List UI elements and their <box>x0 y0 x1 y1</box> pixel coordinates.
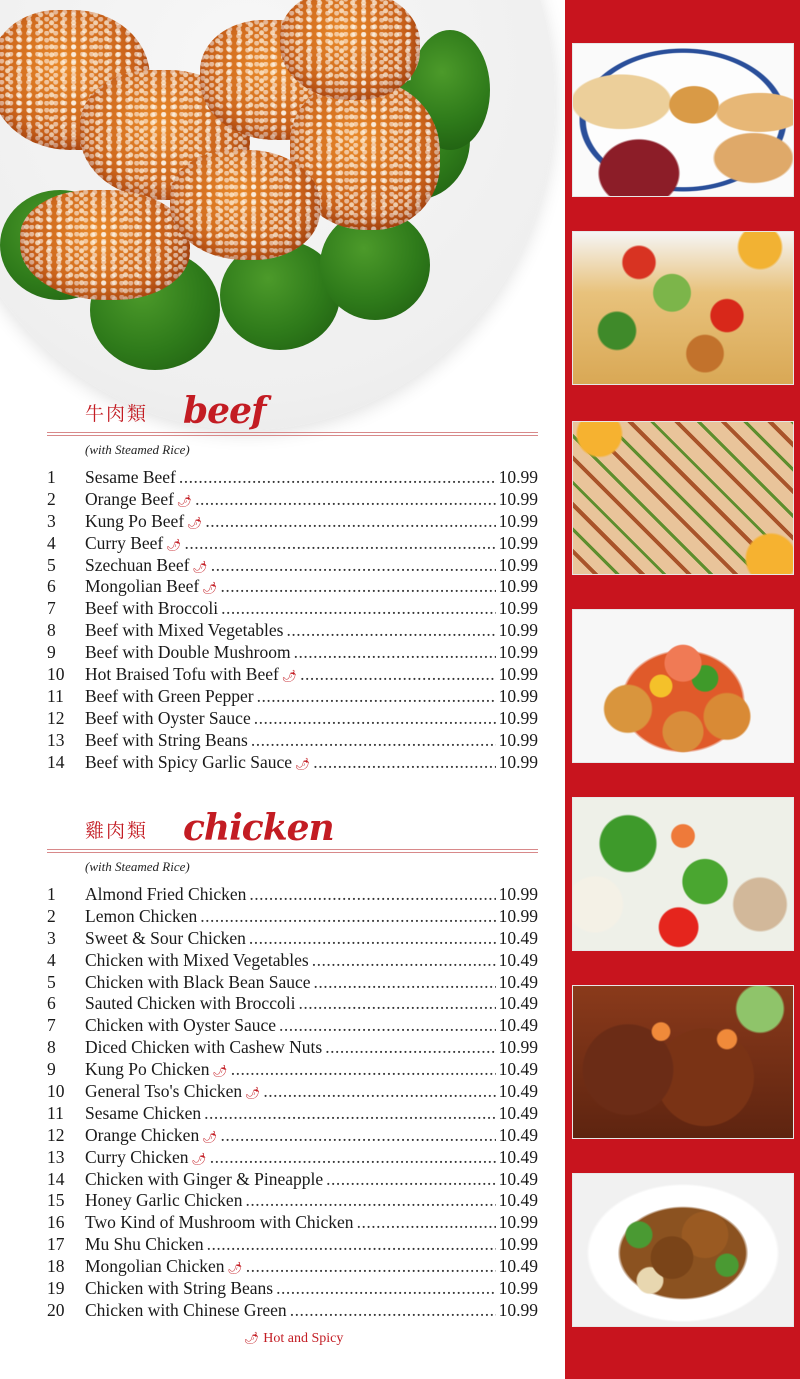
menu-item <box>47 928 538 950</box>
dot-leader <box>210 1147 496 1169</box>
dot-leader <box>263 1081 495 1103</box>
dot-leader <box>254 708 496 730</box>
menu-item <box>47 752 538 774</box>
item-name: Lemon Chicken <box>85 905 198 926</box>
item-name: Sauted Chicken with Broccoli <box>85 993 296 1014</box>
item-number: 4 <box>47 532 56 553</box>
item-price: 10.99 <box>498 532 538 553</box>
item-name: Orange Chicken <box>85 1124 200 1145</box>
item-name: Diced Chicken with Cashew Nuts <box>85 1037 323 1058</box>
menu-item <box>47 1103 538 1125</box>
item-number: 20 <box>47 1299 65 1320</box>
item-price: 10.49 <box>498 1124 538 1145</box>
item-number: 8 <box>47 620 56 641</box>
hot-spicy-legend <box>244 1331 343 1347</box>
item-price: 10.99 <box>498 554 538 575</box>
menu-item <box>47 1147 538 1169</box>
stir-fry-beef-photo <box>572 1173 794 1327</box>
hot-pepper-icon: 🌶 <box>176 493 193 508</box>
item-number: 11 <box>47 685 64 706</box>
item-name: Two Kind of Mushroom with Chicken <box>85 1212 354 1233</box>
item-number: 6 <box>47 993 56 1014</box>
item-name: Chicken with Chinese Green <box>85 1299 287 1320</box>
dot-leader <box>204 1103 495 1125</box>
item-price: 10.49 <box>498 927 538 948</box>
hot-pepper-icon: 🌶 <box>192 559 208 574</box>
item-name: Chicken with Black Bean Sauce <box>85 971 311 992</box>
menu-list <box>47 884 538 1322</box>
divider <box>47 432 538 436</box>
hot-pepper-icon: 🌶 <box>212 1064 228 1079</box>
dot-leader <box>279 1015 496 1037</box>
item-number: 5 <box>47 554 56 575</box>
item-price: 10.49 <box>498 993 538 1014</box>
dot-leader <box>313 752 495 774</box>
chicken-section <box>47 801 538 1322</box>
dot-leader <box>357 1212 496 1234</box>
menu-item <box>47 664 538 686</box>
section-note: (with Steamed Rice) <box>85 859 190 874</box>
item-name: Hot Braised Tofu with Beef <box>85 664 279 685</box>
menu-item <box>47 1125 538 1147</box>
item-number: 3 <box>47 927 56 948</box>
item-number: 19 <box>47 1278 65 1299</box>
item-price: 10.99 <box>498 642 538 663</box>
item-name: Mongolian Beef <box>85 576 200 597</box>
item-number: 4 <box>47 949 56 970</box>
item-name: Kung Po Beef <box>85 510 185 531</box>
sweet-sour-photo <box>572 609 794 763</box>
dot-leader <box>205 511 495 533</box>
item-name: Beef with Mixed Vegetables <box>85 620 284 641</box>
dot-leader <box>245 1190 495 1212</box>
section-title-chinese: 牛肉類 <box>85 403 149 425</box>
item-price: 10.99 <box>498 467 538 487</box>
hot-pepper-icon: 🌶 <box>191 1151 207 1166</box>
dot-leader <box>298 993 495 1015</box>
item-price: 10.49 <box>498 1015 538 1036</box>
item-name: Kung Po Chicken <box>85 1059 210 1080</box>
item-name: Orange Beef <box>85 488 174 509</box>
hot-pepper-icon: 🌶 <box>202 581 218 596</box>
section-title-english: chicken <box>183 807 334 849</box>
menu-item <box>47 533 538 555</box>
dot-leader <box>184 533 495 555</box>
hot-pepper-icon: 🌶 <box>227 1261 243 1276</box>
item-name: Beef with Oyster Sauce <box>85 707 251 728</box>
general-tso-photo <box>572 985 794 1139</box>
item-number: 3 <box>47 510 56 531</box>
item-price: 10.49 <box>498 1146 538 1167</box>
menu-item <box>47 1037 538 1059</box>
item-number: 9 <box>47 642 56 663</box>
hot-pepper-icon: 🌶 <box>245 1086 261 1101</box>
dot-leader <box>276 1278 496 1300</box>
item-number: 11 <box>47 1102 64 1123</box>
item-name: Chicken with Mixed Vegetables <box>85 949 309 970</box>
dot-leader <box>207 1234 496 1256</box>
menu-item <box>47 1190 538 1212</box>
menu-item <box>47 598 538 620</box>
dot-leader <box>221 598 495 620</box>
dot-leader <box>249 928 496 950</box>
item-name: General Tso's Chicken <box>85 1081 243 1102</box>
item-number: 10 <box>47 664 65 685</box>
item-name: Curry Chicken <box>85 1146 189 1167</box>
item-price: 10.49 <box>498 971 538 992</box>
menu-item <box>47 1234 538 1256</box>
item-number: 13 <box>47 729 65 750</box>
menu-item <box>47 686 538 708</box>
menu-list <box>47 467 538 773</box>
dot-leader <box>257 686 496 708</box>
item-name: Beef with Broccoli <box>85 598 219 619</box>
item-name: Almond Fried Chicken <box>85 884 247 904</box>
item-price: 10.99 <box>498 905 538 926</box>
menu-item <box>47 708 538 730</box>
menu-item <box>47 1169 538 1191</box>
item-number: 12 <box>47 1124 65 1145</box>
item-price: 10.49 <box>498 1168 538 1189</box>
mixed-vegetables-photo <box>572 797 794 951</box>
item-price: 10.99 <box>498 729 538 750</box>
item-name: Sweet & Sour Chicken <box>85 927 246 948</box>
dot-leader <box>325 1037 495 1059</box>
menu-item <box>47 555 538 577</box>
menu-item <box>47 1081 538 1103</box>
hot-pepper-icon: 🌶 <box>244 1331 260 1345</box>
menu-item <box>47 620 538 642</box>
item-price: 10.49 <box>498 1256 538 1277</box>
item-name: Sesame Beef <box>85 467 176 487</box>
dot-leader <box>290 1300 496 1322</box>
section-header <box>47 801 538 849</box>
section-note: (with Steamed Rice) <box>85 442 190 457</box>
dot-leader <box>326 1169 495 1191</box>
menu-item <box>47 489 538 511</box>
dot-leader <box>220 576 495 598</box>
item-name: Beef with Spicy Garlic Sauce <box>85 751 293 772</box>
menu-item <box>47 642 538 664</box>
item-price: 10.99 <box>498 1299 538 1320</box>
menu-item <box>47 1256 538 1278</box>
item-price: 10.49 <box>498 1059 538 1080</box>
menu-item <box>47 950 538 972</box>
item-price: 10.49 <box>498 1102 538 1123</box>
dot-leader <box>300 664 496 686</box>
item-price: 10.99 <box>498 1278 538 1299</box>
item-number: 6 <box>47 576 56 597</box>
item-price: 10.99 <box>498 1212 538 1233</box>
dot-leader <box>251 730 496 752</box>
item-number: 17 <box>47 1234 65 1255</box>
item-number: 7 <box>47 1015 56 1036</box>
menu-item <box>47 1059 538 1081</box>
menu-item <box>47 730 538 752</box>
legend-label: Hot and Spicy <box>263 1331 344 1346</box>
item-price: 10.99 <box>498 576 538 597</box>
section-title-english: beef <box>183 390 266 432</box>
item-price: 10.99 <box>498 1234 538 1255</box>
item-name: Sesame Chicken <box>85 1102 202 1123</box>
section-title-chinese: 雞肉類 <box>85 820 149 842</box>
item-name: Beef with Double Mushroom <box>85 642 291 663</box>
hot-pepper-icon: 🌶 <box>295 756 311 771</box>
item-number: 15 <box>47 1190 65 1211</box>
menu-item <box>47 1015 538 1037</box>
item-price: 10.99 <box>498 664 538 685</box>
item-number: 13 <box>47 1146 65 1167</box>
item-name: Mongolian Chicken <box>85 1256 225 1277</box>
item-price: 10.99 <box>498 707 538 728</box>
item-price: 10.99 <box>498 598 538 619</box>
item-number: 18 <box>47 1256 65 1277</box>
menu-item <box>47 972 538 994</box>
hot-pepper-icon: 🌶 <box>187 515 203 530</box>
item-number: 1 <box>47 884 56 904</box>
dot-leader <box>246 1256 496 1278</box>
beef-section <box>47 384 538 773</box>
vegetable-pan-fried-noodles-photo <box>572 231 794 385</box>
item-price: 10.49 <box>498 1081 538 1102</box>
item-number: 12 <box>47 707 65 728</box>
dot-leader <box>231 1059 496 1081</box>
menu-item <box>47 906 538 928</box>
hot-pepper-icon: 🌶 <box>166 537 182 552</box>
item-name: Mu Shu Chicken <box>85 1234 204 1255</box>
item-number: 7 <box>47 598 56 619</box>
item-price: 10.99 <box>498 685 538 706</box>
item-name: Beef with Green Pepper <box>85 685 254 706</box>
item-name: Chicken with Oyster Sauce <box>85 1015 276 1036</box>
dot-leader <box>211 555 496 577</box>
item-name: Szechuan Beef <box>85 554 190 575</box>
item-name: Curry Beef <box>85 532 164 553</box>
item-number: 1 <box>47 467 56 487</box>
item-price: 10.99 <box>498 1037 538 1058</box>
item-price: 10.49 <box>498 1190 538 1211</box>
menu-item <box>47 993 538 1015</box>
appetizer-platter-photo <box>572 43 794 197</box>
dot-leader <box>179 467 496 489</box>
sesame-chicken-hero-photo <box>0 0 555 430</box>
dot-leader <box>195 489 495 511</box>
item-number: 14 <box>47 1168 65 1189</box>
item-name: Beef with String Beans <box>85 729 248 750</box>
item-number: 2 <box>47 488 56 509</box>
dot-leader <box>294 642 496 664</box>
item-number: 5 <box>47 971 56 992</box>
dot-leader <box>286 620 495 642</box>
item-price: 10.99 <box>498 751 538 772</box>
item-price: 10.99 <box>498 884 538 904</box>
menu-item <box>47 576 538 598</box>
item-name: Honey Garlic Chicken <box>85 1190 243 1211</box>
braised-tofu-photo <box>572 421 794 575</box>
item-number: 9 <box>47 1059 56 1080</box>
hot-pepper-icon: 🌶 <box>202 1129 218 1144</box>
item-price: 10.99 <box>498 510 538 531</box>
dot-leader <box>312 950 496 972</box>
dot-leader <box>249 884 495 906</box>
menu-item <box>47 511 538 533</box>
item-price: 10.99 <box>498 488 538 509</box>
item-number: 14 <box>47 751 65 772</box>
menu-item <box>47 1300 538 1322</box>
menu-item <box>47 1278 538 1300</box>
dot-leader <box>200 906 495 928</box>
photo-column <box>565 0 800 1379</box>
item-number: 2 <box>47 905 56 926</box>
menu-item <box>47 467 538 489</box>
dot-leader <box>314 972 496 994</box>
menu-item <box>47 1212 538 1234</box>
item-number: 8 <box>47 1037 56 1058</box>
divider <box>47 849 538 853</box>
item-price: 10.49 <box>498 949 538 970</box>
section-header <box>47 384 538 432</box>
item-number: 16 <box>47 1212 65 1233</box>
item-number: 10 <box>47 1081 65 1102</box>
item-name: Chicken with String Beans <box>85 1278 274 1299</box>
menu-item <box>47 884 538 906</box>
hot-pepper-icon: 🌶 <box>281 669 298 684</box>
item-name: Chicken with Ginger & Pineapple <box>85 1168 324 1189</box>
item-price: 10.99 <box>498 620 538 641</box>
dot-leader <box>220 1125 495 1147</box>
